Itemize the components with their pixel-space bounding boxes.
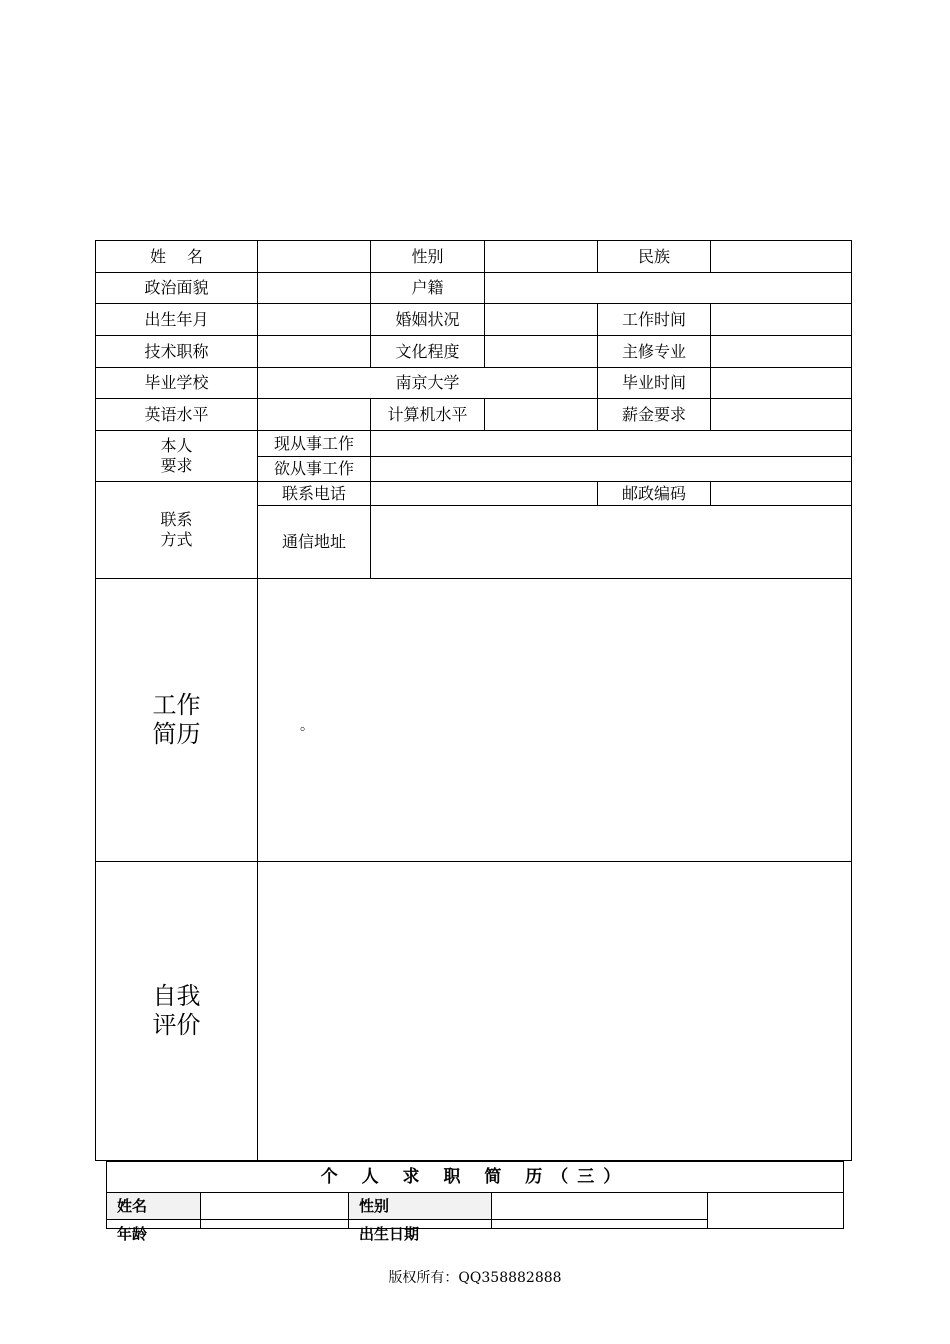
form2-photo-field[interactable]	[708, 1193, 843, 1228]
self-evaluation-label	[96, 862, 257, 1160]
desired-job-field[interactable]	[371, 457, 851, 481]
work-history-label-line1: 工作	[152, 691, 201, 719]
desired-job-label: 欲从事工作	[273, 459, 354, 478]
hukou-label: 户籍	[411, 278, 444, 297]
address-field[interactable]	[371, 506, 851, 578]
english-label: 英语水平	[144, 404, 209, 424]
current-job-label: 现从事工作	[273, 433, 354, 453]
form2-gender-label: 性别	[349, 1193, 491, 1219]
work-history-field[interactable]	[258, 579, 851, 861]
form2-gender-field[interactable]	[492, 1193, 707, 1219]
major-field[interactable]	[711, 336, 851, 367]
school-label: 毕业学校	[144, 373, 209, 392]
gender-label: 性别	[411, 246, 444, 266]
title-label: 技术职称	[144, 341, 209, 361]
computer-field[interactable]	[485, 399, 597, 430]
marital-label: 婚姻状况	[395, 309, 460, 329]
marital-field[interactable]	[485, 304, 597, 335]
computer-label: 计算机水平	[387, 404, 468, 424]
contact-label-line2: 方式	[160, 530, 193, 549]
self-evaluation-label-line1: 自我	[152, 982, 201, 1010]
name-label: 姓 名	[149, 246, 204, 266]
ethnicity-field[interactable]	[711, 241, 851, 272]
phone-field[interactable]	[371, 482, 597, 505]
name-field[interactable]	[258, 241, 370, 272]
major-label: 主修专业	[621, 341, 686, 361]
grid-line	[106, 1219, 708, 1220]
requirements-label-line2: 要求	[160, 456, 193, 475]
school-value[interactable]: 南京大学	[395, 373, 460, 392]
postcode-label: 邮政编码	[621, 483, 686, 503]
requirements-label	[96, 431, 257, 481]
current-job-field[interactable]	[371, 431, 851, 456]
title-field[interactable]	[258, 336, 370, 367]
hukou-field[interactable]	[485, 273, 851, 303]
address-label: 通信地址	[281, 532, 346, 551]
postcode-field[interactable]	[711, 482, 851, 505]
salary-label: 薪金要求	[621, 404, 686, 424]
political-status-label: 政治面貌	[144, 278, 209, 297]
contact-label-line1: 联系	[160, 510, 193, 529]
gradtime-field[interactable]	[711, 368, 851, 398]
ethnicity-label: 民族	[637, 246, 670, 266]
form2-birthdate-label: 出生日期	[359, 1225, 420, 1243]
birth-field[interactable]	[258, 304, 370, 335]
worktime-label: 工作时间	[621, 309, 686, 329]
self-evaluation-label-line2: 评价	[152, 1011, 201, 1039]
form2-title: 个 人 求 职 简 历（三）	[320, 1167, 630, 1187]
form2-name-field[interactable]	[201, 1193, 348, 1219]
work-history-label	[96, 579, 257, 861]
gradtime-label: 毕业时间	[621, 373, 686, 392]
education-label: 文化程度	[395, 341, 460, 361]
self-evaluation-field[interactable]	[258, 862, 851, 1160]
english-field[interactable]	[258, 399, 370, 430]
copyright-footer: 版权所有：QQ358882888	[388, 1270, 562, 1286]
phone-label: 联系电话	[281, 483, 346, 503]
salary-field[interactable]	[711, 399, 851, 430]
requirements-label-line1: 本人	[160, 436, 193, 455]
birth-label: 出生年月	[144, 309, 209, 329]
work-history-text: 。	[300, 718, 314, 734]
work-history-label-line2: 简历	[152, 720, 201, 748]
form2-name-label: 姓名	[107, 1193, 200, 1219]
education-field[interactable]	[485, 336, 597, 367]
political-status-field[interactable]	[258, 273, 370, 303]
form2-age-label: 年龄	[117, 1225, 148, 1243]
gender-field[interactable]	[485, 241, 597, 272]
worktime-field[interactable]	[711, 304, 851, 335]
contact-label	[96, 482, 257, 578]
